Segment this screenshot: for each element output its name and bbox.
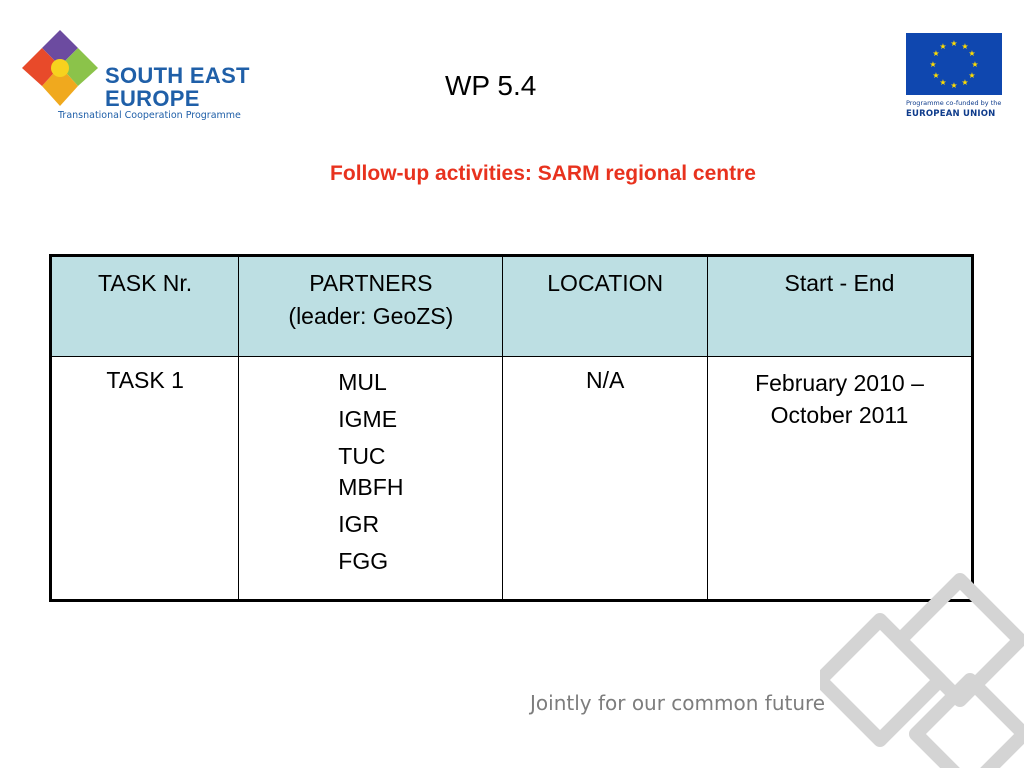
header-partners: [239, 256, 503, 357]
header-task: TASK Nr.: [51, 256, 239, 357]
slide-title: WP 5.4: [445, 70, 537, 101]
svg-text:★: ★: [929, 60, 937, 69]
svg-text:★: ★: [968, 49, 976, 58]
svg-text:★: ★: [932, 49, 940, 58]
see-programme-logo: [20, 28, 260, 128]
eu-union-text: EUROPEAN UNION: [906, 109, 996, 119]
eu-cofunded-text: Programme co-funded by the: [906, 99, 1002, 107]
partner-item: MBFH: [338, 474, 404, 501]
svg-text:★: ★: [961, 42, 969, 51]
table-row: [51, 357, 973, 601]
header-partners-line1: PARTNERS: [309, 270, 433, 296]
logo-text-programme: Transnational Cooperation Programme: [58, 110, 241, 121]
partner-item: IGR: [338, 511, 380, 538]
svg-text:★: ★: [971, 60, 979, 69]
cell-task: TASK 1: [51, 357, 239, 601]
table-header-row: [51, 256, 973, 357]
partner-item: IGME: [338, 406, 398, 433]
header-period: Start - End: [707, 256, 972, 357]
period-start: February 2010 –: [755, 370, 924, 396]
partner-item: TUC: [338, 443, 386, 470]
svg-text:★: ★: [939, 42, 947, 51]
logo-text-south-east: SOUTH EAST: [105, 63, 250, 88]
eu-logo: [906, 33, 1006, 123]
svg-text:★: ★: [950, 81, 958, 90]
flower-logo-icon: [20, 28, 100, 108]
footer-slogan: Jointly for our common future: [530, 691, 826, 715]
svg-text:★: ★: [939, 78, 947, 87]
header-partners-line2: (leader: GeoZS): [288, 303, 454, 330]
slide-subtitle: Follow-up activities: SARM regional centre: [330, 162, 756, 185]
tasks-table: [49, 254, 974, 602]
eu-flag-icon: [906, 33, 1002, 95]
svg-text:★: ★: [968, 71, 976, 80]
svg-text:★: ★: [961, 78, 969, 87]
logo-text-europe: EUROPE: [105, 86, 200, 111]
svg-text:★: ★: [950, 39, 958, 48]
cell-period: [707, 357, 972, 601]
period-end: October 2011: [770, 402, 909, 429]
svg-text:★: ★: [932, 71, 940, 80]
header-location: LOCATION: [503, 256, 708, 357]
decorative-flower-outline: [820, 570, 1024, 768]
cell-partners: [239, 357, 503, 601]
partners-list: [338, 367, 403, 577]
partner-item: MUL: [338, 369, 387, 395]
partner-item: FGG: [338, 548, 389, 575]
cell-location: N/A: [503, 357, 708, 601]
